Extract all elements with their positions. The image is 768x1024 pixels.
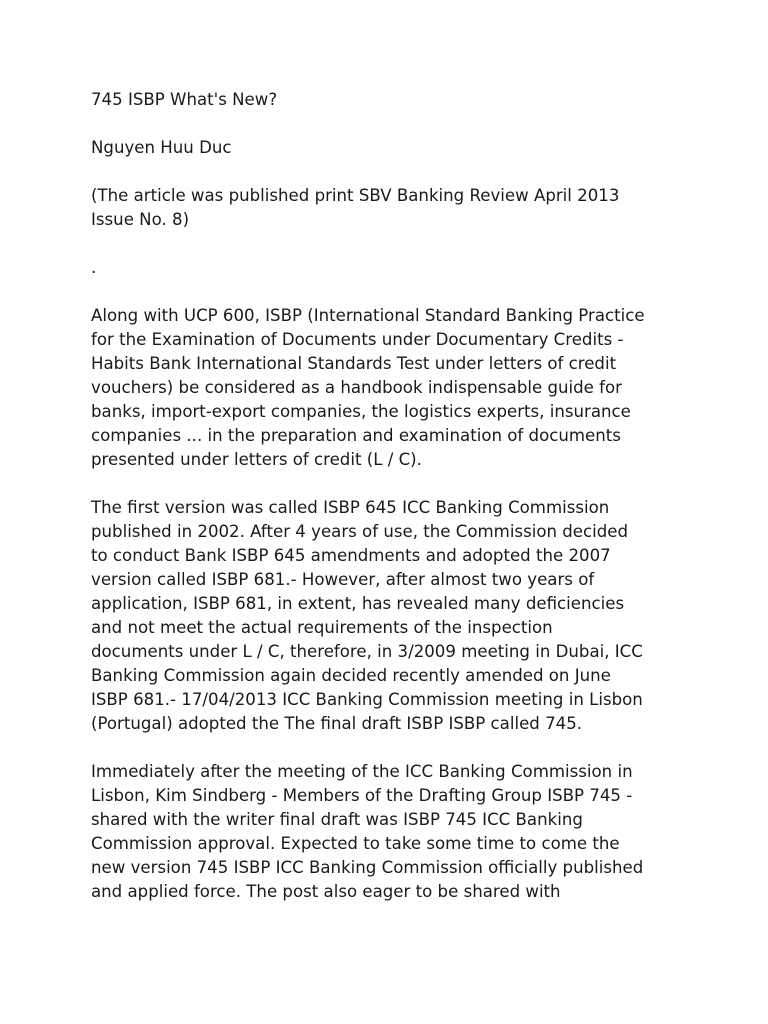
separator-dot: . [91,258,97,277]
document-author: Nguyen Huu Duc [91,138,232,157]
publication-note: (The article was published print SBV Banking Review April 2013 Issue No. 8) [91,186,620,229]
document-title: 745 ISBP What's New? [91,90,278,109]
paragraph-lisbon: Immediately after the meeting of the ICC Banking Commission in Lisbon, Kim Sindberg - Members of the Drafting Group ISBP 745 - shared with the writer final draft was ISBP 745 ICC Banking Commission approval. Expected to take some time to come the new version 745 ISBP ICC Banking Commission officially published and applied force. The post also eager to be shared with [91,762,644,901]
paragraph-history: The first version was called ISBP 645 ICC Banking Commission published in 2002. After 4 years of use, the Commission decided to conduct Bank ISBP 645 amendments and adopted the 2007 version called ISBP 681.- However, after almost two years of application, ISBP 681, in extent, has revealed many deficiencies and not meet the actual requirements of the inspection documents under L / C, therefore, in 3/2009 meeting in Dubai, ICC Banking Commission again decided recently amended on June ISBP 681.- 17/04/2013 ICC Banking Commission meeting in Lisbon (Portugal) adopted the The final draft ISBP ISBP called 745. [91,498,643,733]
paragraph-intro: Along with UCP 600, ISBP (International Standard Banking Practice for the Examination of Documents under Documentary Credits - Habits Bank International Standards Test under letters of credit vouchers) be considered as a handbook indispensable guide for banks, import-export companies, the logistics experts, insurance companies ... in the preparation and examination of documents presented under letters of credit (L / C). [91,306,645,469]
document-page [91,88,691,928]
